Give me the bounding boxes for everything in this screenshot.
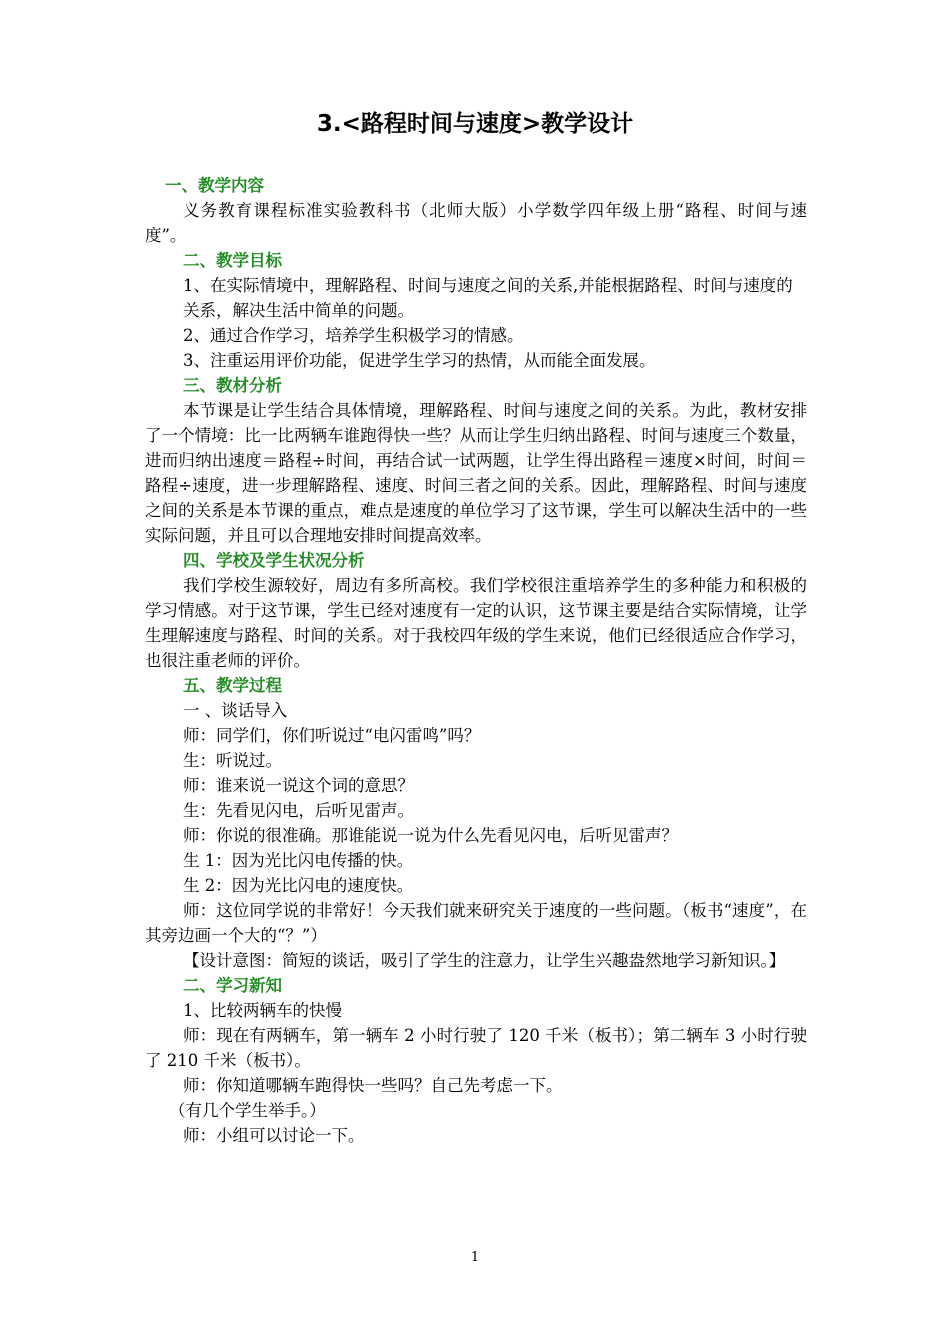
page-number: 1 — [470, 1250, 480, 1265]
page-title: 3.<路程时间与速度>教学设计 — [316, 111, 634, 137]
section-heading-new-knowledge: 二、学习新知 — [183, 976, 282, 995]
subheading: 一 、谈话导入 — [183, 701, 288, 720]
paragraph: 我们学校生源较好，周边有多所高校。我们学校很注重培养学生的多种能力和积极的学习情感。对于这节课，学生已经对速度有一定的认识，这节课主要是结合实际情境，让学生理解速度与路程、时间的关系。对于我校四年级的学生来说，他们已经很适应合作学习，也很注重老师的评价。 — [145, 576, 807, 670]
document-body — [145, 173, 807, 1148]
dialogue-line: 师：现在有两辆车，第一辆车 2 小时行驶了 120 千米（板书）；第二辆车 3 小时行驶了 210 千米（板书）。 — [145, 1026, 807, 1070]
paragraph: 2、通过合作学习，培养学生积极学习的情感。 — [183, 326, 524, 345]
paragraph: 义务教育课程标准实验教科书（北师大版）小学数学四年级上册“路程、时间与速度”。 — [145, 201, 807, 245]
section-heading-analysis: 四、学校及学生状况分析 — [183, 551, 365, 570]
section-heading-content: 一、教学内容 — [165, 176, 264, 195]
dialogue-line: 师：谁来说一说这个词的意思？ — [183, 776, 414, 795]
paragraph: 3、注重运用评价功能，促进学生学习的热情，从而能全面发展。 — [183, 351, 656, 370]
dialogue-line: 师：这位同学说的非常好！今天我们就来研究关于速度的一些问题。（板书“速度”，在其旁边画一个大的“？”） — [145, 901, 807, 945]
dialogue-line: 生 2：因为光比闪电的速度快。 — [183, 876, 414, 895]
section-heading-process: 五、教学过程 — [183, 676, 282, 695]
paragraph: 本节课是让学生结合具体情境，理解路程、时间与速度之间的关系。为此，教材安排了一个情境：比一比两辆车谁跑得快一些？从而让学生归纳出路程、时间与速度三个数量，进而归纳出速度＝路程÷时间，再结合试一试两题，让学生得出路程＝速度×时间，时间＝路程÷速度，进一步理解路程、速度、时间三者之间的关系。因此，理解路程、时间与速度之间的关系是本节课的重点，难点是速度的单位学习了这节课，学生可以解决生活中的一些实际问题，并且可以合理地安排时间提高效率。 — [145, 401, 807, 545]
paragraph: 1、在实际情境中，理解路程、时间与速度之间的关系,并能根据路程、时间与速度的 — [183, 276, 793, 295]
dialogue-line: （有几个学生举手。） — [169, 1101, 326, 1120]
dialogue-line: 师：你说的很准确。那谁能说一说为什么先看见闪电，后听见雷声？ — [183, 826, 678, 845]
dialogue-line: 生：先看见闪电，后听见雷声。 — [183, 801, 414, 820]
subheading: 1、比较两辆车的快慢 — [183, 1001, 342, 1020]
dialogue-line: 师：同学们，你们听说过“电闪雷鸣”吗？ — [183, 726, 481, 745]
section-heading-goals: 二、教学目标 — [183, 251, 282, 270]
dialogue-line: 生：听说过。 — [183, 751, 282, 770]
paragraph: 关系，解决生活中简单的问题。 — [183, 301, 414, 320]
section-heading-material: 三、教材分析 — [183, 376, 282, 395]
design-intent-note: 【设计意图：简短的谈话，吸引了学生的注意力，让学生兴趣盎然地学习新知识。】 — [183, 951, 786, 970]
dialogue-line: 师：你知道哪辆车跑得快一些吗？自己先考虑一下。 — [183, 1076, 563, 1095]
dialogue-line: 师：小组可以讨论一下。 — [183, 1126, 365, 1145]
dialogue-line: 生 1：因为光比闪电传播的快。 — [183, 851, 414, 870]
